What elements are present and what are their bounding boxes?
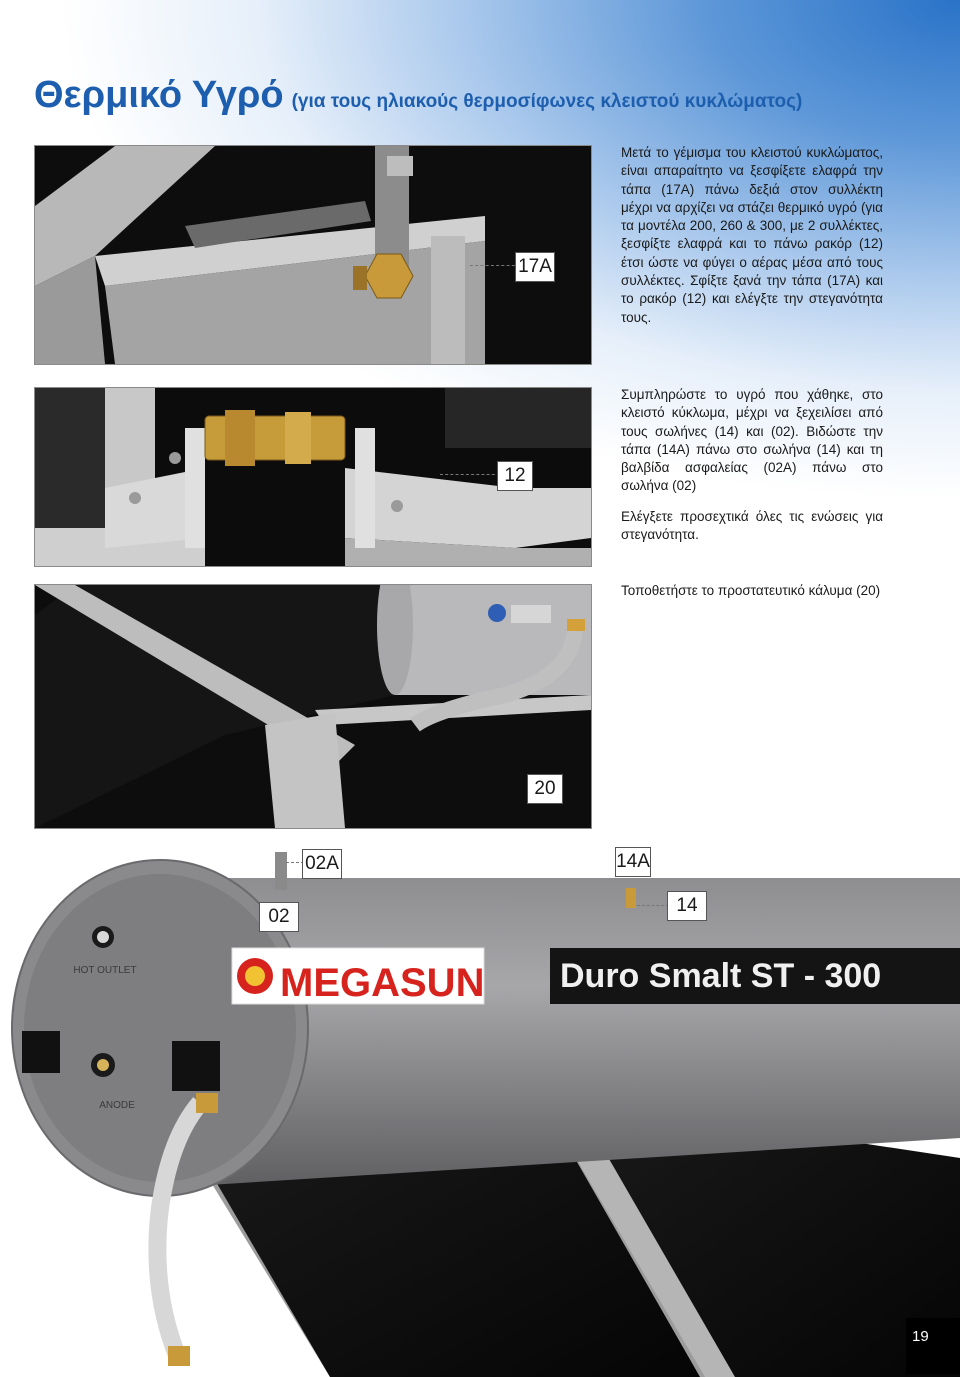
photo-collector-cap <box>34 145 592 365</box>
page-number-text: 19 <box>912 1328 929 1345</box>
model-name: Duro Smalt ST - 300 <box>560 957 882 995</box>
hot-outlet-marking: HOT OUTLET <box>73 965 137 976</box>
leader-12 <box>440 474 500 475</box>
label-02: 02 <box>259 902 299 932</box>
title-main: Θερμικό Υγρό <box>34 74 284 116</box>
anode-marking: ANODE <box>99 1100 135 1111</box>
label-12: 12 <box>497 461 533 491</box>
label-14: 14 <box>667 891 707 921</box>
title-subtitle: (για τους ηλιακούς θερμοσίφωνες κλειστού κυκλώματος) <box>291 91 803 112</box>
page-title <box>34 74 802 117</box>
collector-cap-illustration <box>35 146 591 364</box>
label-20: 20 <box>527 774 563 804</box>
section-2-text-b: Ελέγξετε προσεχτικά όλες τις ενώσεις για στεγανότητα. <box>621 509 883 543</box>
section-3-text: Τοποθετήστε το προστατευτικό κάλυμα (20) <box>621 583 881 598</box>
page-number <box>906 1318 960 1374</box>
section-1-text: Μετά το γέμισμα του κλειστού κυκλώματος, είναι απαραίτητο να ξεσφίξετε ελαφρά την τάπα (17A) πάνω δεξιά στον συλλέκτη μέχρι να αρχίζει να στάζει θερμικό υγρό (για τα μοντέλα 200, 260 & 300, με 2 συλλέκτες, ξεσφίξτε ελαφρά και το πάνω ρακόρ (12) έτσι ώστε να φύγει ο αέρας μέσα από τους συλλέκτες. Σφίξτε ξανά την τάπα (17A) και το ρακόρ (12) και ελέγξτε την στεγανότητα τους. <box>621 145 883 325</box>
label-17a: 17A <box>515 252 555 282</box>
photo-tank <box>0 838 960 1377</box>
section-2-text: Συμπληρώστε το υγρό που χάθηκε, στο κλειστό κύκλωμα, μέχρι να ξεχειλίσει από τους σωλήνες (14) και (02). Βιδώστε την τάπα (14A) πάνω στο σωλήνα (14) και τη βαλβίδα ασφαλείας (02A) πάνω στο σωλήνα (02) <box>621 387 883 494</box>
cover-illustration <box>35 585 591 828</box>
label-02a: 02A <box>302 849 342 879</box>
leader-14 <box>637 905 669 906</box>
leader-17a <box>470 265 520 266</box>
photo-protective-cover <box>34 584 592 829</box>
brand-logo: MEGASUN <box>280 961 485 1005</box>
label-14a: 14A <box>615 847 651 877</box>
tank-illustration <box>0 838 960 1377</box>
